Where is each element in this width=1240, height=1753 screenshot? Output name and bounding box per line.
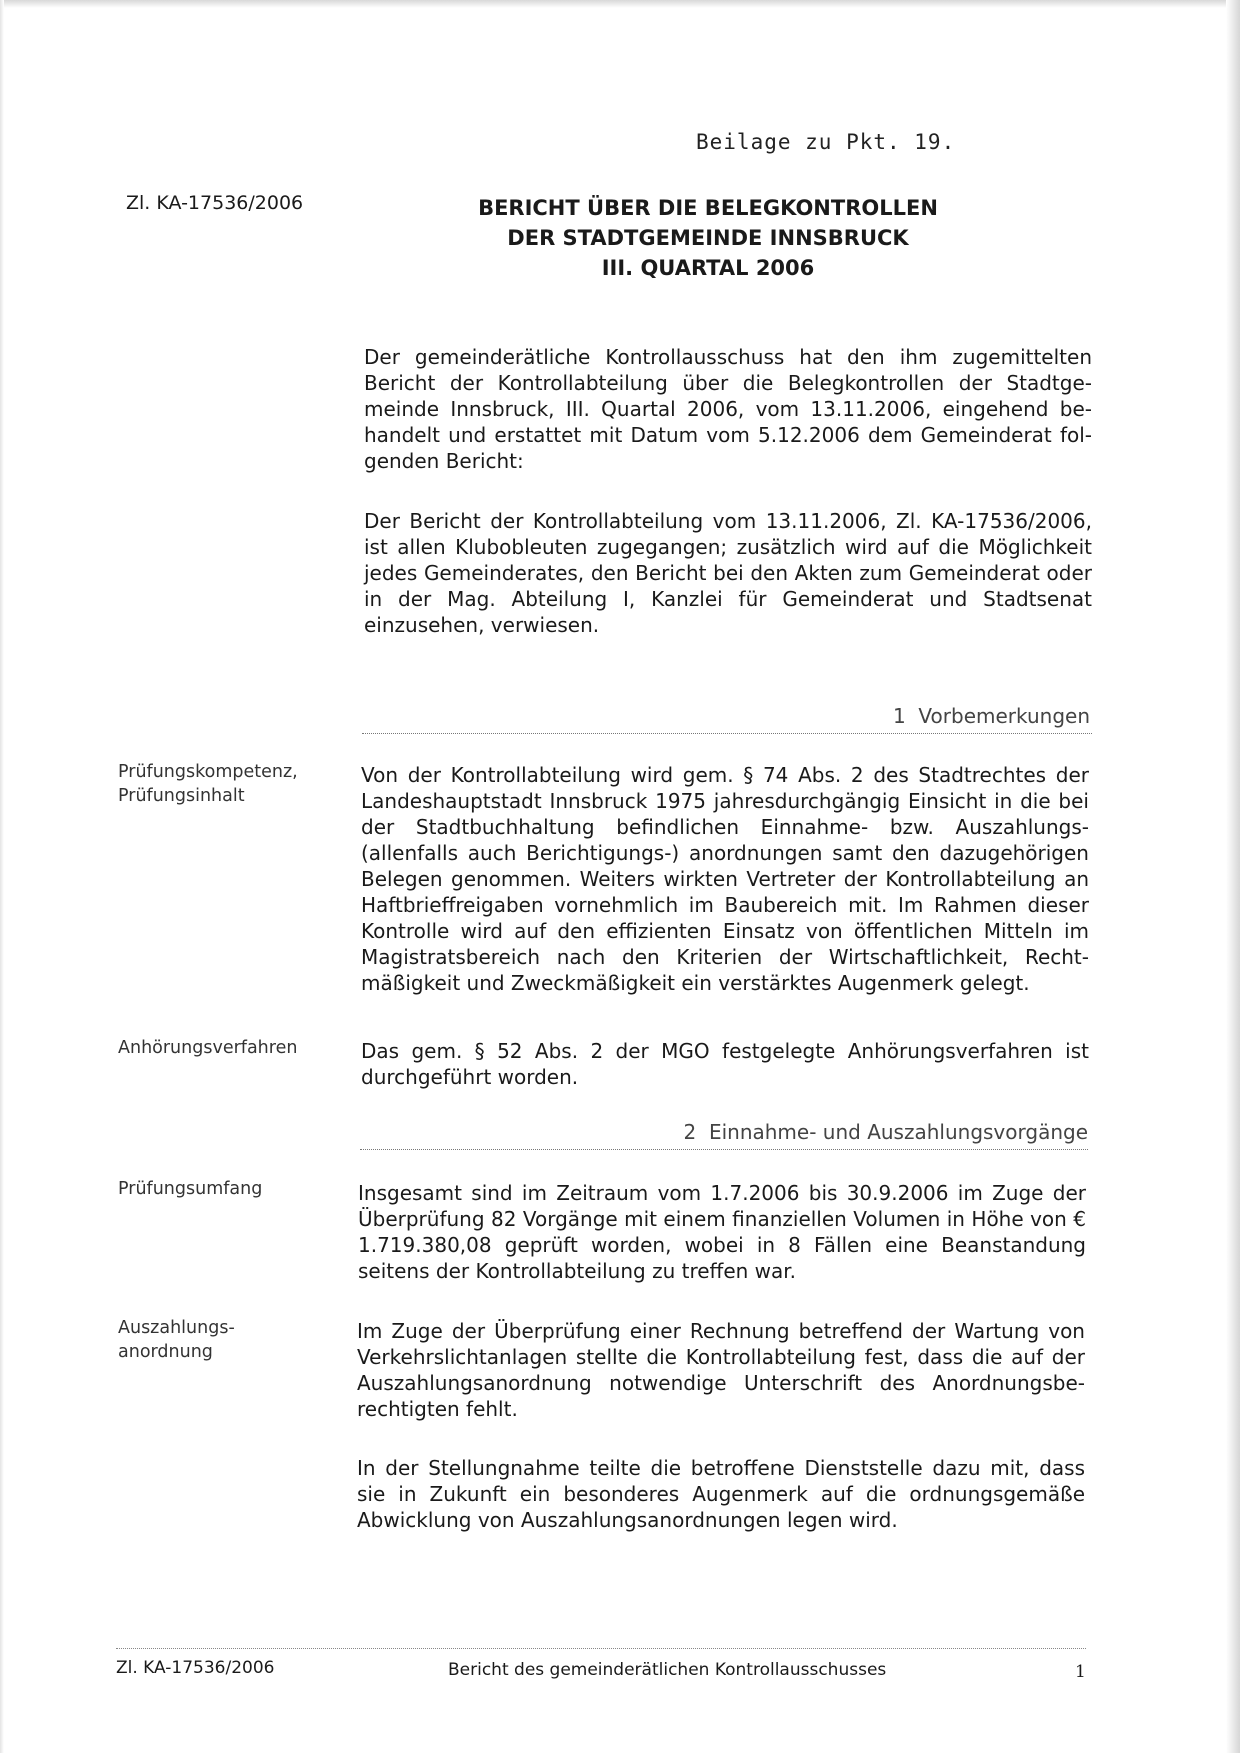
title-line-1: BERICHT ÜBER DIE BELEGKONTROLLEN — [478, 196, 938, 220]
section-2-rule — [360, 1149, 1088, 1150]
section-2-paragraph-3: In der Stellungnahme teilte die betroffene Dienststelle dazu mit, dass sie in Zukunft ein besonderes Augenmerk auf die ordnungsgemäße Abwicklung von Auszahlungsanordnungen legen wird. — [357, 1456, 1085, 1532]
section-1-heading: 1 Vorbemerkungen — [892, 704, 1090, 728]
section-1-paragraph-2: Das gem. § 52 Abs. 2 der MGO festgelegte Anhörungsverfahren ist durchgeführt worden. — [361, 1039, 1089, 1089]
intro-paragraph-1: Der gemeinderätliche Kontrollausschuss hat den ihm zugemittelten Bericht der Kontrollabteilung über die Belegkontrollen der Stadtgemeinde Innsbruck, III. Quartal 2006, vom 13.11.2006, eingehend behandelt und erstattet mit Datum vom 5.12.2006 dem Gemeinderat folgenden Bericht: — [364, 345, 1092, 473]
reference-number: Zl. KA-17536/2006 — [126, 192, 304, 214]
report-title — [408, 193, 1008, 283]
margin-note-anhoerungsverfahren: Anhörungsverfahren — [118, 1038, 298, 1058]
section-2-heading: 2 Einnahme- und Auszahlungsvorgänge — [683, 1120, 1088, 1144]
section-1-rule — [362, 733, 1092, 734]
page-number: 1 — [1075, 1662, 1086, 1682]
section-2-paragraph-1: Insgesamt sind im Zeitraum vom 1.7.2006 bis 30.9.2006 im Zuge der Überprüfung 82 Vorgänge mit einem finanziellen Volumen in Höhe von € 1.719.380,08 geprüft worden, wobei in 8 Fällen eine Beanstandung seitens der Kontrollabteilung zu treffen war. — [358, 1181, 1086, 1283]
intro-paragraph-2: Der Bericht der Kontrollabteilung vom 13.11.2006, Zl. KA-17536/2006, ist allen Klubobleuten zugegangen; zusätzlich wird auf die Möglichkeit jedes Gemeinderates, den Bericht bei den Akten zum Gemeinderat oder in der Mag. Abteilung I, Kanzlei für Gemeinderat und Stadtsenat einzusehen, verwiesen. — [364, 509, 1092, 637]
margin-note-auszahlungsanordnung: Auszahlungs- anordnung — [118, 1318, 235, 1362]
title-line-2: DER STADTGEMEINDE INNSBRUCK — [507, 226, 909, 250]
footer-rule — [116, 1648, 1086, 1649]
scan-edge-left — [0, 0, 4, 1753]
margin-note-pruefungskompetenz: Prüfungskompetenz, Prüfungsinhalt — [118, 762, 298, 806]
margin-note-pruefungsumfang: Prüfungsumfang — [118, 1179, 263, 1199]
scan-edge-top — [0, 0, 1240, 8]
scan-edge-right — [1226, 0, 1240, 1753]
title-line-3: III. QUARTAL 2006 — [601, 256, 815, 280]
footer-reference: Zl. KA-17536/2006 — [116, 1658, 275, 1678]
footer-caption: Bericht des gemeinderätlichen Kontrollausschusses — [448, 1660, 887, 1680]
attachment-stamp: Beilage zu Pkt. 19. — [696, 130, 956, 154]
section-1-paragraph-1: Von der Kontrollabteilung wird gem. § 74 Abs. 2 des Stadtrechtes der Landeshauptstadt Innsbruck 1975 jahresdurchgängig Einsicht in die bei der Stadtbuchhaltung befindlichen Einnahme- bzw. Auszahlungs- (allenfalls auch Berichtigungs-) anordnungen samt den dazugehörigen Belegen genommen. Weiters wirkten Vertreter der Kontrollabteilung an Haftbrieffreigaben vornehmlich im Baubereich mit. Im Rahmen dieser Kontrolle wird auf den effizienten Einsatz von öffentlichen Mitteln im Magistratsbereich nach den Kriterien der Wirtschaftlichkeit, Rechtmäßigkeit und Zweckmäßigkeit ein verstärktes Augenmerk gelegt. — [361, 763, 1089, 995]
section-2-paragraph-2: Im Zuge der Überprüfung einer Rechnung betreffend der Wartung von Verkehrslichtanlagen stellte die Kontrollabteilung fest, dass die auf der Auszahlungsanordnung notwendige Unterschrift des Anordnungsberechtigten fehlt. — [357, 1319, 1085, 1421]
